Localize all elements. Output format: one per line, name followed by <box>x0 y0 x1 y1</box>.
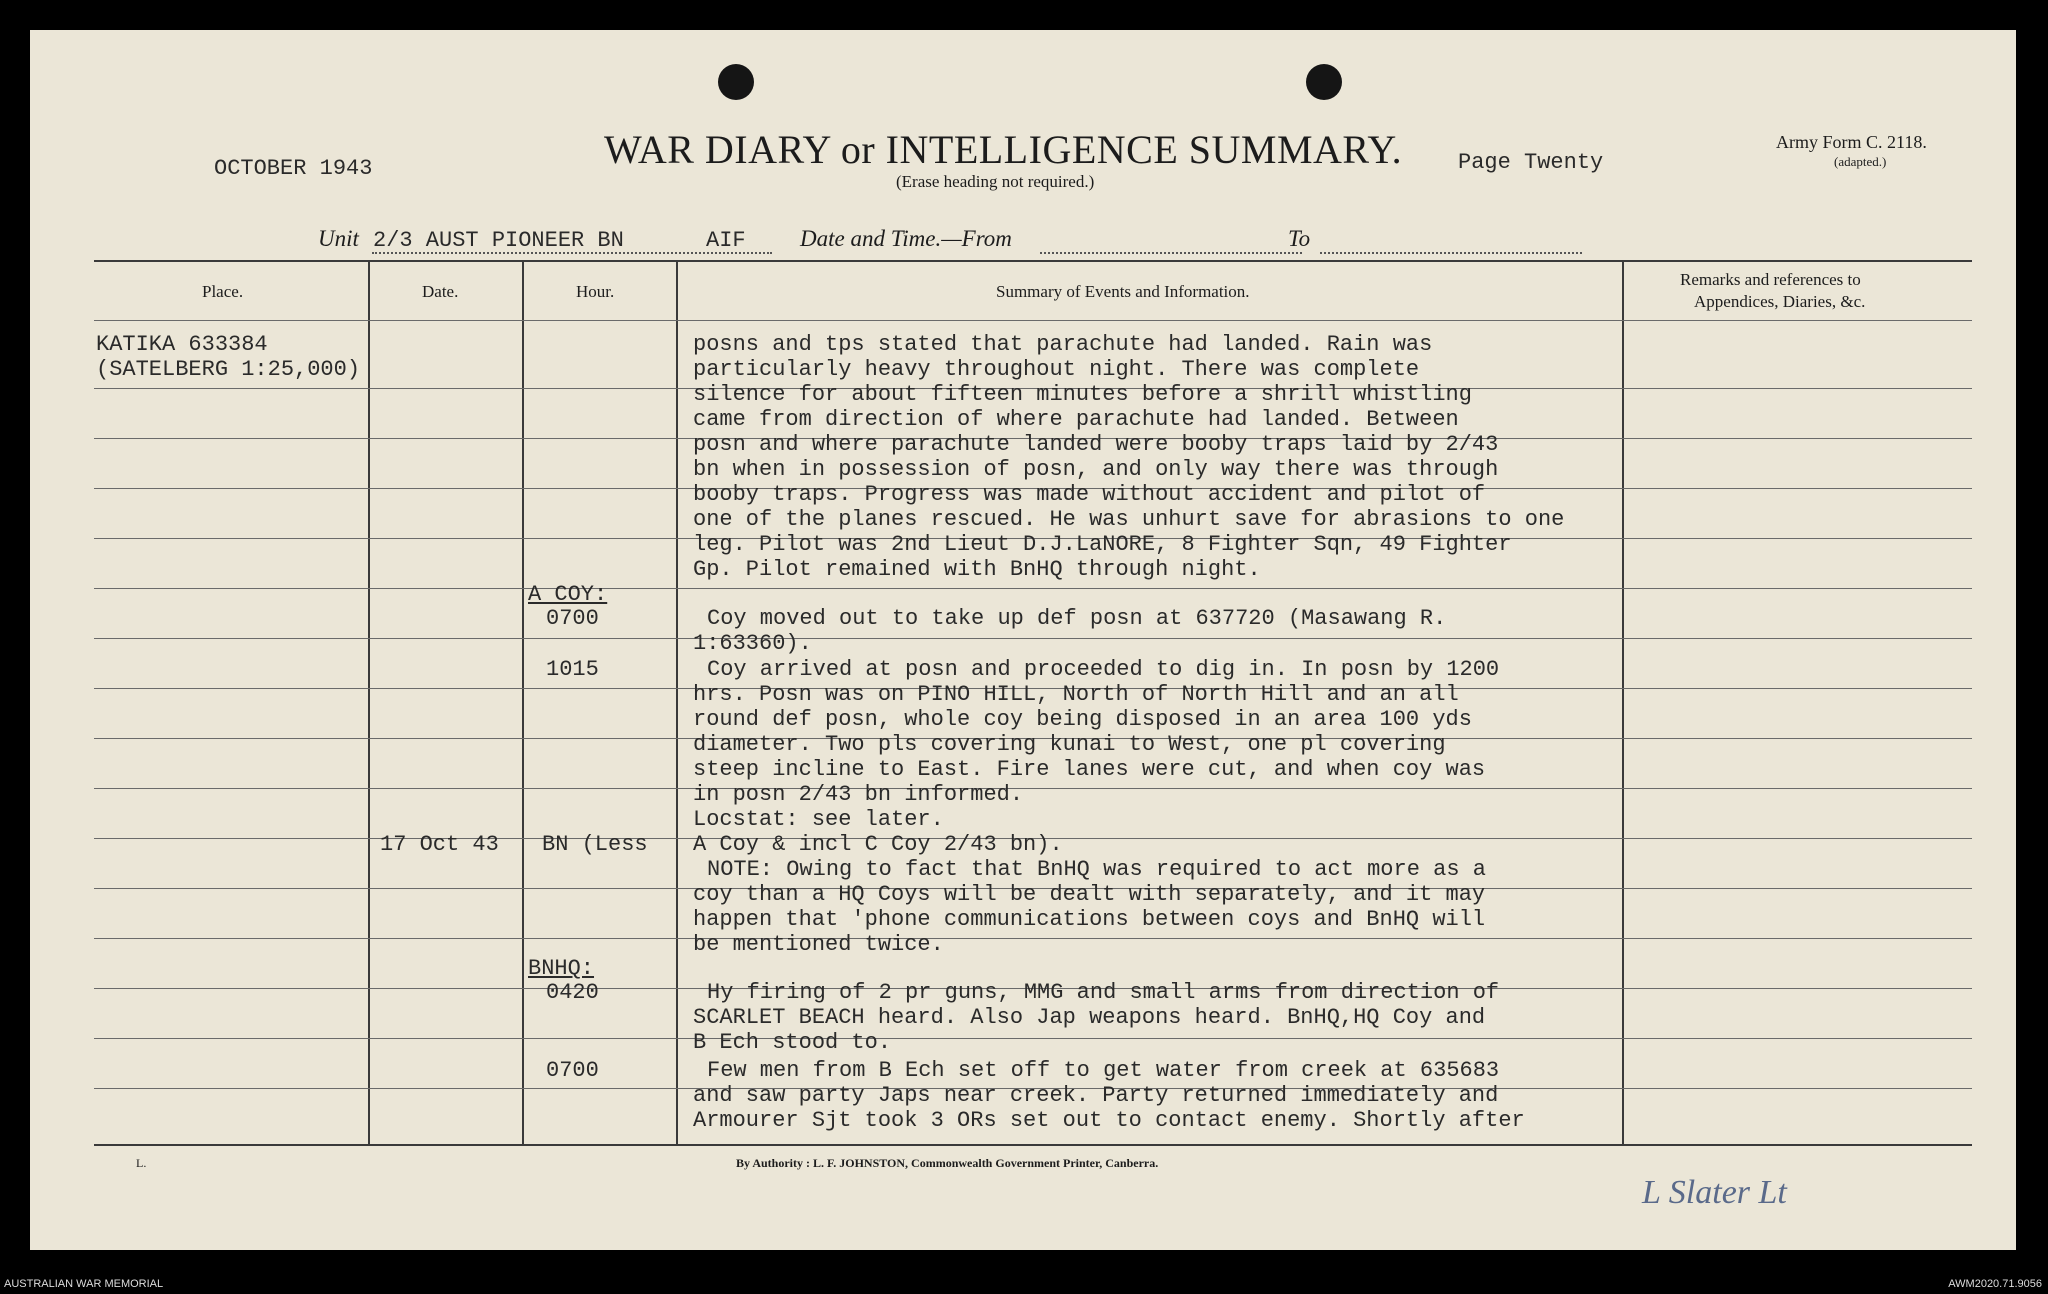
footer-mark: L. <box>136 1156 147 1170</box>
date-from-label: Date and Time.—From <box>800 226 1012 251</box>
col-header-remarks-2: Appendices, Diaries, &c. <box>1694 292 1866 311</box>
col-divider-date <box>522 262 524 1144</box>
summary-line: NOTE: Owing to fact that BnHQ was required to act more as a <box>707 857 1486 882</box>
ruled-line <box>94 638 1972 639</box>
hour-a-coy: A COY: <box>528 582 608 607</box>
unit-label: Unit <box>318 226 359 251</box>
archive-id: AWM2020.71.9056 <box>1948 1278 2042 1290</box>
summary-line: happen that 'phone communications between coys and BnHQ will <box>693 907 1486 932</box>
printer-authority: By Authority : L. F. JOHNSTON, Commonwealth Government Printer, Canberra. <box>736 1156 1159 1170</box>
col-divider-hour <box>676 262 678 1144</box>
archive-strip <box>0 1276 2048 1294</box>
army-form-label: Army Form C. 2118. <box>1776 132 1927 152</box>
summary-line: B Ech stood to. <box>693 1030 892 1055</box>
ruled-line <box>94 938 1972 939</box>
date-from-dotted <box>1040 252 1302 254</box>
summary-line: 1:63360). <box>693 631 812 656</box>
summary-line: posn and where parachute landed were booby traps laid by 2/43 <box>693 432 1499 457</box>
ruled-line <box>94 588 1972 589</box>
summary-line: SCARLET BEACH heard. Also Jap weapons heard. BnHQ,HQ Coy and <box>693 1005 1486 1030</box>
unit-dotted-line <box>372 252 772 254</box>
summary-line: Armourer Sjt took 3 ORs set out to contact enemy. Shortly after <box>693 1108 1525 1133</box>
date-entry: 17 Oct 43 <box>380 832 499 857</box>
hour-bnhq: BNHQ: <box>528 956 595 981</box>
col-divider-summary <box>1622 262 1624 1144</box>
punch-hole-left <box>718 64 754 100</box>
punch-hole-right <box>1306 64 1342 100</box>
summary-line: coy than a HQ Coys will be dealt with separately, and it may <box>693 882 1486 907</box>
to-label: To <box>1288 226 1311 251</box>
page-number: Page Twenty <box>1458 150 1604 175</box>
summary-line: posns and tps stated that parachute had landed. Rain was <box>693 332 1433 357</box>
summary-line: booby traps. Progress was made without accident and pilot of <box>693 482 1486 507</box>
unit-value: 2/3 AUST PIONEER BN <box>373 228 624 253</box>
summary-line: diameter. Two pls covering kunai to West, one pl covering <box>693 732 1446 757</box>
summary-line: be mentioned twice. <box>693 932 944 957</box>
place-entry-1: KATIKA 633384 <box>96 332 268 357</box>
summary-line: Hy firing of 2 pr guns, MMG and small arms from direction of <box>707 980 1500 1005</box>
place-entry-2: (SATELBERG 1:25,000) <box>96 357 361 382</box>
summary-line: hrs. Posn was on PINO HILL, North of North Hill and an all <box>693 682 1459 707</box>
summary-line: one of the planes rescued. He was unhurt save for abrasions to one <box>693 507 1565 532</box>
col-header-place: Place. <box>202 282 244 301</box>
to-dotted <box>1320 252 1582 254</box>
summary-line: Coy moved out to take up def posn at 637720 (Masawang R. <box>707 606 1447 631</box>
summary-line: in posn 2/43 bn informed. <box>693 782 1024 807</box>
summary-line: Gp. Pilot remained with BnHQ through night. <box>693 557 1261 582</box>
page-subtitle: (Erase heading not required.) <box>896 172 1095 191</box>
summary-line: Few men from B Ech set off to get water from creek at 635683 <box>707 1058 1500 1083</box>
archive-source: AUSTRALIAN WAR MEMORIAL <box>4 1278 164 1290</box>
hour-bn-less: BN (Less <box>542 832 648 857</box>
signature: L Slater Lt <box>1642 1174 1787 1211</box>
ruled-line <box>94 1038 1972 1039</box>
ruled-line <box>94 788 1972 789</box>
col-header-date: Date. <box>422 282 459 301</box>
summary-line: steep incline to East. Fire lanes were cut, and when coy was <box>693 757 1486 782</box>
summary-line: Coy arrived at posn and proceeded to dig in. In posn by 1200 <box>707 657 1500 682</box>
hour-0700-b: 0700 <box>546 1058 599 1083</box>
hour-0700-a: 0700 <box>546 606 599 631</box>
hour-1015: 1015 <box>546 657 599 682</box>
table-top-rule <box>94 260 1972 262</box>
unit-suffix: AIF <box>706 228 746 253</box>
summary-line: particularly heavy throughout night. There was complete <box>693 357 1420 382</box>
adapted-label: (adapted.) <box>1834 154 1887 169</box>
page-title: WAR DIARY or INTELLIGENCE SUMMARY. <box>604 127 1403 172</box>
summary-line: round def posn, whole coy being disposed in an area 100 yds <box>693 707 1472 732</box>
col-divider-place <box>368 262 370 1144</box>
col-header-summary: Summary of Events and Information. <box>996 282 1250 301</box>
summary-line: Locstat: see later. <box>693 807 944 832</box>
header-underline <box>94 320 1972 321</box>
diary-page <box>30 30 2016 1250</box>
col-header-hour: Hour. <box>576 282 615 301</box>
month-label: OCTOBER 1943 <box>214 156 373 181</box>
summary-line: A Coy & incl C Coy 2/43 bn). <box>693 832 1063 857</box>
col-header-remarks-1: Remarks and references to <box>1680 270 1861 289</box>
summary-line: leg. Pilot was 2nd Lieut D.J.LaNORE, 8 Fighter Sqn, 49 Fighter <box>693 532 1512 557</box>
summary-line: silence for about fifteen minutes before a shrill whistling <box>693 382 1472 407</box>
hour-0420: 0420 <box>546 980 599 1005</box>
summary-line: bn when in possession of posn, and only way there was through <box>693 457 1499 482</box>
table-bottom-rule <box>94 1144 1972 1146</box>
summary-line: came from direction of where parachute had landed. Between <box>693 407 1459 432</box>
summary-line: and saw party Japs near creek. Party returned immediately and <box>693 1083 1499 1108</box>
